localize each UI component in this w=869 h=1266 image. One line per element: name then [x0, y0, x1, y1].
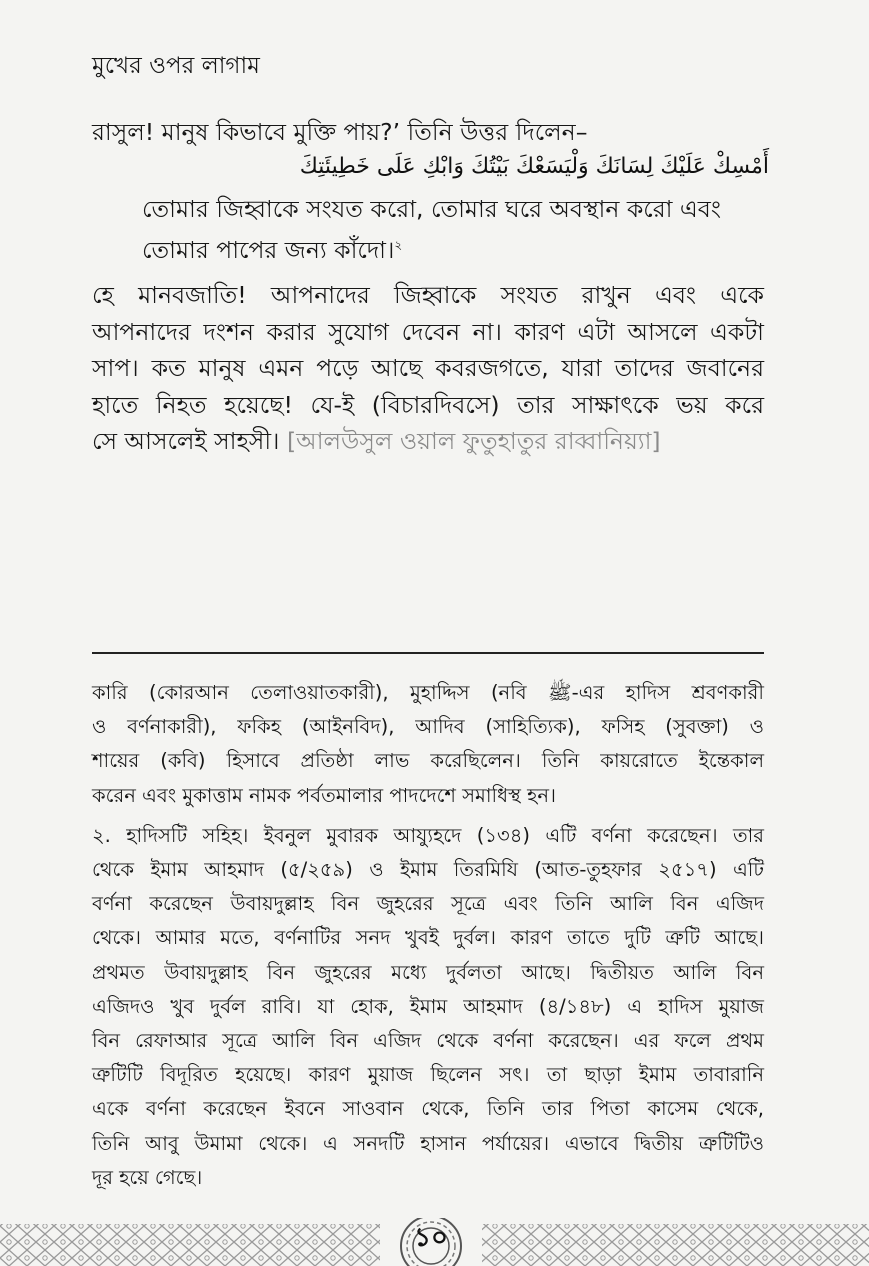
footnote-ref-2: ২ [394, 238, 403, 252]
footnote-line: এজিদও খুব দুর্বল রাবি। যা হোক, ইমাম আহমাদ (৪/১৪৮) এ হাদিস মুয়াজ [92, 994, 764, 1018]
footnote-line: ও বর্ণনাকারী), ফকিহ (আইনবিদ), আদিব (সাহিত্যিক), ফসিহ (সুবক্তা) ও [92, 715, 764, 739]
footnote-line: থেকে। আমার মতে, বর্ণনাটির সনদ খুবই দুর্বল। কারণ তাতে দুটি ত্রুটি আছে। [92, 926, 764, 950]
footnote-line: বর্ণনা করেছেন উবায়দুল্লাহ বিন জুহরের সূত্রে এবং তিনি আলি বিন এজিদ [92, 892, 764, 916]
footnote-2-marker: ২. [92, 823, 111, 847]
footnote-line: থেকে ইমাম আহমাদ (৫/২৫৯) ও ইমাম তিরমিযি (আত-তুহফার ২৫১৭) এটি [92, 858, 764, 882]
paragraph-line: হাতে নিহত হয়েছে! যে-ই (বিচারদিবসে) তার সাক্ষাৎকে ভয় করে [92, 390, 764, 419]
footnote-line: প্রথমত উবায়দুল্লাহ বিন জুহরের মধ্যে দুর্বলতা আছে। দ্বিতীয়ত আলি বিন [92, 960, 764, 984]
footnote-line: বিন রেফাআর সূত্রে আলি বিন এজিদ থেকে বর্ণনা করেছেন। এর ফলে প্রথম [92, 1029, 764, 1053]
footnote-line: শায়ের (কবি) হিসাবে প্রতিষ্ঠা লাভ করেছিলেন। তিনি কায়রোতে ইন্তেকাল [92, 749, 764, 773]
footnote-line [92, 819, 764, 853]
footnote-line: তিনি আবু উমামা থেকে। এ সনদটি হাসান পর্যায়ের। এভাবে দ্বিতীয় ত্রুটিটিও [92, 1131, 764, 1155]
translation-line-1: তোমার জিহ্বাকে সংযত করো, তোমার ঘরে অবস্থান করো এবং [142, 195, 722, 223]
footnote-line: একে বর্ণনা করেছেন ইবনে সাওবান থেকে, তিনি তার পিতা কাসেম থেকে, [92, 1097, 764, 1121]
hadith-translation [142, 191, 762, 268]
main-paragraph [92, 277, 764, 460]
question-line: রাসুল! মানুষ কিভাবে মুক্তি পায়?’ তিনি উত্তর দিলেন– [92, 118, 588, 146]
running-header: মুখের ওপর লাগাম [92, 53, 260, 79]
paragraph-last-text: সে আসলেই সাহসী। [92, 427, 280, 455]
paragraph-last-line [92, 423, 764, 460]
footnote-line: করেন এবং মুকাত্তাম নামক পর্বতমালার পাদদেশে সমাধিস্থ হন। [92, 783, 556, 807]
footnote-divider [92, 652, 764, 654]
paragraph-line: আপনাদের দংশন করার সুযোগ দেবেন না। কারণ এটা আসলে একটা [92, 317, 764, 346]
footnote-line: দূর হয়ে গেছে। [92, 1165, 203, 1189]
source-citation: [আলউসুল ওয়াল ফুতুহাতুর রাব্বানিয়্যা] [286, 427, 661, 455]
page-number: ১০ [414, 1223, 448, 1253]
footnote-2-first: হাদিসটি সহিহ। ইবনুল মুবারক আয্যুহদে (১৩৪) এটি বর্ণনা করেছেন। তার [126, 823, 764, 847]
footnote-2 [92, 819, 764, 1195]
paragraph-line: হে মানবজাতি! আপনাদের জিহ্বাকে সংযত রাখুন এবং একে [92, 281, 764, 309]
paragraph-line: সাপ। কত মানুষ এমন পড়ে আছে কবরজগতে, যারা তাদের জবানের [92, 354, 764, 382]
footnote-line: ত্রুটিটি বিদূরিত হয়েছে। কারণ মুয়াজ ছিলেন সৎ। তা ছাড়া ইমাম তাবারানি [92, 1063, 764, 1087]
footnote-1 [92, 676, 764, 813]
translation-line-2-text: তোমার পাপের জন্য কাঁদো। [142, 235, 395, 264]
translation-line-2 [142, 227, 762, 268]
footnote-line: কারি (কোরআন তেলাওয়াতকারী), মুহাদ্দিস (নবি ﷺ-এর হাদিস শ্রবণকারী [92, 681, 764, 704]
footnotes [92, 676, 764, 1195]
arabic-hadith-text: أَمْسِكْ عَلَيْكَ لِسَانَكَ وَلْيَسَعْكَ بَيْتُكَ وَابْكِ عَلَى خَطِيئَتِكَ [299, 154, 769, 179]
